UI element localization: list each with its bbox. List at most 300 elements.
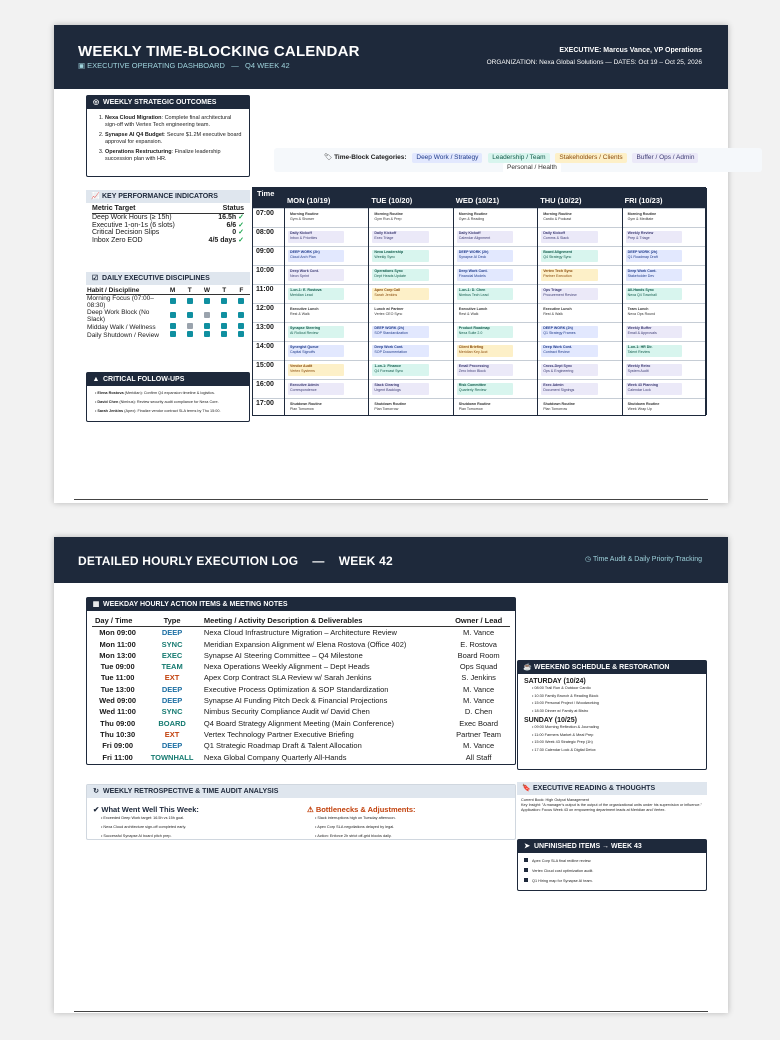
followup-item (95, 389, 249, 398)
event-title: DEEP WORK (2h) (543, 326, 573, 330)
kpi-metric: Critical Decision Slips (92, 229, 160, 237)
unfinished-list (518, 853, 706, 889)
log-desc: Synapse AI Steering Committee – Q4 Milestone (203, 650, 363, 660)
discipline-cell (216, 295, 233, 310)
discipline-row (86, 323, 250, 331)
kpi-value: 6/6 (226, 221, 237, 229)
log-row (92, 695, 510, 706)
event-detail: Correspondence (290, 388, 317, 392)
event-title: Lunch w/ Partner (374, 307, 404, 311)
event-block (288, 383, 344, 395)
log-row (92, 718, 510, 729)
log-type: EXEC (161, 650, 183, 660)
discipline-cell (164, 309, 181, 323)
event-detail: Q4 Strategy Sync (543, 255, 572, 259)
event-title: Shutdown Routine (374, 402, 407, 406)
event-detail: Prep & Triage (627, 236, 650, 240)
event-block (626, 364, 682, 376)
retro-item: • Apex Corp SLA negotiations delayed by legal. (315, 823, 507, 832)
log-page-title: DETAILED HOURLY EXECUTION LOG (78, 554, 299, 568)
footer-rule (74, 499, 708, 500)
weekend-item: • 15:00 Personal Project / Woodworking (532, 700, 700, 708)
log-row (92, 650, 510, 661)
event-title: Deep Work Cont. (374, 345, 404, 349)
square-icon (524, 858, 528, 862)
executive-line: EXECUTIVE: Marcus Vance, VP Operations (559, 47, 702, 54)
discipline-cell (216, 323, 233, 331)
event-detail: Cloud Arch Plan (290, 255, 316, 259)
log-time: Thu 09:00 (100, 718, 136, 728)
event-block (457, 402, 513, 414)
outcomes-header (87, 96, 249, 109)
log-time: Tue 13:00 (100, 684, 135, 694)
unfinished-text: Apex Corp SLA final redline review. (532, 859, 592, 863)
event-detail: Exec Triage (374, 236, 394, 240)
check-icon (204, 331, 210, 337)
reading-header (517, 782, 707, 795)
weekend-item: • 10:30 Family Brunch & Reading Block (532, 693, 700, 701)
followup-text: (Nimbus): Review security audit compliance for Nexa Core. (118, 400, 219, 404)
log-desc: Q4 Board Strategy Alignment Meeting (Main Conference) (203, 718, 395, 728)
retro-well-heading (93, 805, 293, 814)
event-block (626, 212, 682, 224)
unfinished-item (524, 866, 700, 876)
event-block (626, 345, 682, 357)
log-time: Tue 11:00 (100, 673, 135, 683)
unfinished-header (518, 840, 706, 853)
discipline-cell (233, 309, 250, 323)
event-detail: Urgent Backlogs (374, 388, 401, 392)
log-owner: M. Vance (463, 628, 495, 638)
hour-label: 12:00 (256, 305, 274, 312)
disciplines-title: DAILY EXECUTIVE DISCIPLINES (102, 275, 210, 282)
log-desc: Vertex Technology Partner Executive Briefing (203, 729, 354, 739)
page-2-title (78, 554, 393, 568)
outcome-item (105, 149, 243, 163)
log-owner: E. Rostova (460, 639, 497, 649)
check-circle-icon: ✔ (93, 805, 102, 814)
event-title: 1-on-1: E. Rostova (290, 288, 322, 292)
weekend-item: • 18:30 Dinner w/ Family at Bistro (532, 708, 700, 716)
event-title: Executive Lunch (543, 307, 572, 311)
reading-panel (517, 782, 707, 829)
event-block (457, 326, 513, 338)
page-2-right (585, 555, 702, 563)
check-icon (170, 298, 176, 304)
column-line (706, 188, 707, 415)
event-title: Morning Routine (374, 212, 403, 216)
discipline-name: Morning Focus (07:00–08:30) (87, 295, 154, 309)
legend-personal: Personal / Health (503, 163, 561, 173)
column-line (622, 188, 623, 415)
followup-item (95, 398, 249, 407)
check-icon (170, 331, 176, 337)
clock-icon: ◷ (585, 556, 593, 563)
event-block (541, 364, 597, 376)
log-owner: All Staff (465, 752, 492, 762)
event-title: Synapse Steering (290, 326, 321, 330)
event-block (457, 288, 513, 300)
discipline-cell (181, 323, 198, 331)
check-icon: ✓ (236, 229, 244, 237)
event-detail: Weekly Sync (374, 255, 396, 259)
event-detail: Meridian Lead (290, 293, 313, 297)
legend-deep: Deep Work / Strategy (412, 153, 482, 163)
column-line (368, 188, 369, 415)
log-row (92, 729, 510, 740)
log-type: TOWNHALL (150, 752, 194, 762)
chart-icon: 📈 (91, 193, 100, 200)
event-title: Morning Routine (458, 212, 488, 216)
check-icon (170, 312, 176, 318)
event-detail: Quarterly Review (458, 388, 487, 392)
kpi-value-wrap (232, 229, 244, 237)
event-block (541, 307, 597, 319)
event-block (372, 364, 428, 376)
log-time: Wed 11:00 (99, 707, 136, 717)
retro-panel (86, 784, 516, 840)
weekend-item: • 09:00 Morning Reflection & Journaling (532, 724, 700, 732)
kpi-value-wrap (226, 222, 244, 230)
column-line (537, 188, 538, 415)
log-header (87, 598, 515, 611)
log-type: EXT (164, 729, 180, 739)
event-title: Slack Clearing (374, 383, 400, 387)
event-block (372, 231, 428, 243)
log-head: Meeting / Activity Description & Deliverables (203, 616, 363, 625)
discipline-cell (164, 323, 181, 331)
event-detail: SOP Documentation (374, 350, 408, 354)
event-title: Daily Kickoff (374, 231, 397, 235)
discipline-cell (233, 295, 250, 310)
event-detail: Nexa Ops Round (627, 312, 656, 316)
outcome-bold: Operations Restructuring (105, 149, 172, 155)
followups-list (87, 386, 249, 416)
unfinished-text: Vertex Cloud cost optimization audit. (532, 869, 594, 873)
subtitle-a: EXECUTIVE OPERATING DASHBOARD (87, 61, 225, 70)
event-block (541, 402, 597, 414)
event-title: Operations Sync (374, 269, 403, 273)
legend-label: Time-Block Categories: (334, 154, 407, 161)
followup-text: (Meridian): Confirm Q4 expansion timeline & logistics. (123, 391, 215, 395)
event-title: Exec Admin (543, 383, 564, 387)
discipline-name: Midday Walk / Wellness (87, 323, 156, 331)
log-owner: Board Room (457, 650, 500, 660)
event-detail: Rest & Walk (290, 312, 310, 316)
coffee-icon: ☕ (523, 664, 532, 671)
event-block (626, 250, 682, 262)
calendar-time-label: Time (257, 189, 275, 198)
subtitle-b: Q4 WEEK 42 (245, 61, 290, 70)
check-icon (238, 323, 244, 329)
log-time: Mon 11:00 (99, 639, 136, 649)
log-head-row (92, 615, 510, 627)
event-detail: Partner Execution (543, 274, 572, 278)
event-detail: Calendar Alignment (458, 236, 491, 240)
hour-label: 13:00 (256, 324, 274, 331)
event-title: Weekly Retro (627, 364, 651, 368)
event-detail: Ops & Engineering (543, 369, 574, 373)
disciplines-table (86, 287, 250, 339)
day-head: T (222, 287, 227, 294)
retro-bott-list (307, 814, 507, 841)
kpi-rows (92, 214, 244, 245)
day-header: MON (10/19) (287, 196, 331, 205)
column-line (284, 188, 285, 415)
event-detail: Synapse AI Deck (458, 255, 487, 259)
event-title: Daily Kickoff (458, 231, 481, 235)
event-block (372, 402, 428, 414)
check-icon (187, 312, 193, 318)
event-detail: Q1 Roadmap Draft (627, 255, 658, 259)
kpi-metric: Executive 1-on-1s (6 slots) (92, 221, 175, 229)
kpi-row (92, 214, 244, 222)
hour-label: 15:00 (256, 362, 274, 369)
hour-label: 07:00 (256, 210, 274, 217)
kpi-panel (86, 190, 250, 257)
log-row (92, 627, 510, 639)
weekend-body (518, 674, 706, 758)
check-icon: ✓ (236, 237, 244, 245)
outcome-bold: Synapse AI Q4 Budget (105, 132, 164, 138)
log-owner: D. Chen (464, 707, 493, 717)
weekend-item: • 17:30 Calendar Lock & Digital Detox (532, 747, 700, 755)
event-block (372, 345, 428, 357)
log-owner: Exec Board (459, 718, 498, 728)
event-detail: Neon Sprint (290, 274, 309, 278)
event-title: Email Processing (458, 364, 489, 368)
disciplines-panel (86, 272, 250, 357)
event-detail: Plan Tomorrow (543, 407, 568, 411)
event-block (288, 250, 344, 262)
event-title: Executive Lunch (290, 307, 319, 311)
event-block (541, 345, 597, 357)
retro-well (93, 805, 293, 841)
event-detail: Procurement Review (543, 293, 577, 297)
hour-label: 09:00 (256, 248, 274, 255)
log-time: Mon 13:00 (99, 650, 136, 660)
day-head: W (203, 287, 211, 294)
event-block (288, 364, 344, 376)
check-icon (238, 331, 244, 337)
retro-well-list (93, 814, 293, 841)
event-title: Risk Committee (458, 383, 486, 387)
event-detail: AI Rollout Review (290, 331, 319, 335)
event-title: Weekly Buffer (627, 326, 652, 330)
disciplines-head-row (86, 287, 250, 295)
event-block (626, 269, 682, 281)
log-owner: M. Vance (463, 741, 495, 751)
event-detail: Plan Tomorrow (290, 407, 314, 411)
event-detail: System Audit (627, 369, 649, 373)
discipline-cell (198, 323, 215, 331)
check-icon (221, 323, 227, 329)
event-title: Executive Admin (290, 383, 319, 387)
event-title: Deep Work Cont. (627, 269, 657, 273)
log-row (92, 752, 510, 763)
event-title: Daily Kickoff (290, 231, 312, 235)
log-time: Thu 10:30 (100, 729, 136, 739)
event-block (626, 231, 682, 243)
weekend-item: • 15:00 Week 43 Strategic Prep (1h) (532, 739, 700, 747)
refresh-icon: ↻ (93, 788, 99, 795)
retro-bottlenecks (307, 805, 507, 841)
followup-item (95, 407, 249, 416)
event-block (288, 307, 344, 319)
event-title: Shutdown Routine (290, 402, 322, 406)
event-detail: Stakeholder Dev (627, 274, 655, 278)
kpi-metric: Deep Work Hours (≥ 15h) (92, 213, 172, 221)
event-title: All-Hands Sync (627, 288, 654, 292)
retro-item: • Exceeded Deep Work target: 16.5h vs 15h goal. (101, 814, 293, 823)
discipline-cell (216, 309, 233, 323)
event-detail: Q4 Forecast Sync (374, 369, 404, 373)
log-row (92, 639, 510, 650)
discipline-cell (233, 331, 250, 339)
event-title: DEEP WORK (2h) (290, 250, 320, 254)
log-desc: Nexa Global Company Quarterly All-Hands (203, 752, 347, 762)
weekend-panel (517, 660, 707, 770)
log-desc: Q1 Strategic Roadmap Draft & Talent Allocation (203, 741, 362, 751)
unfinished-item (524, 856, 700, 866)
log-type: SYNC (161, 707, 183, 717)
event-title: DEEP WORK (2h) (627, 250, 658, 254)
hour-label: 14:00 (256, 343, 274, 350)
check-icon (187, 298, 193, 304)
page-1-header (54, 25, 728, 89)
event-detail: Nexa Suite 2.0 (458, 331, 483, 335)
event-title: 1-on-1: D. Chen (458, 288, 486, 292)
log-desc: Synapse AI Funding Pitch Deck & Financial Projections (203, 696, 388, 706)
log-time: Wed 09:00 (99, 696, 137, 706)
kpi-head (92, 205, 244, 214)
reading-body (517, 795, 707, 816)
log-head: Owner / Lead (455, 616, 503, 625)
day-header: FRI (10/23) (624, 196, 663, 205)
outcome-text: : Secure $1.2M executive board approval for expansion. (105, 132, 242, 145)
hour-label: 10:00 (256, 267, 274, 274)
log-table (92, 615, 510, 763)
event-title: Executive Lunch (458, 307, 488, 311)
discipline-name: Deep Work Block (No Slack) (87, 309, 150, 323)
check-icon (187, 331, 193, 337)
discipline-cell (198, 295, 215, 310)
log-type: DEEP (161, 741, 183, 751)
log-desc: Nimbus Security Compliance Audit w/ David Chen (203, 707, 370, 717)
bookmark-icon: 🔖 (522, 785, 531, 792)
kpi-row (92, 237, 244, 245)
event-block (457, 212, 513, 224)
event-block (541, 326, 597, 338)
log-time: Fri 09:00 (102, 741, 134, 751)
square-icon (524, 868, 528, 872)
page-1 (54, 25, 728, 503)
event-block (541, 383, 597, 395)
event-title: Board Alignment (543, 250, 573, 254)
outcome-text: : Finalize leadership succession plan with HR. (105, 149, 221, 162)
event-detail: Vertex CEO Sync (374, 312, 403, 316)
kpi-value: 16.5h (218, 213, 237, 221)
disciplines-header (86, 272, 250, 285)
event-title: Apex Corp Call (374, 288, 401, 292)
unfinished-item (524, 876, 700, 886)
weekend-sat-list (524, 685, 700, 715)
event-block (457, 345, 513, 357)
event-detail: Meridian Key Acct (458, 350, 488, 354)
outcome-item (105, 115, 243, 129)
calendar-header (253, 188, 705, 208)
event-title: Morning Routine (543, 212, 572, 216)
event-detail: Inbox & Priorities (290, 236, 318, 240)
category-legend (274, 148, 762, 172)
skip-icon (204, 312, 210, 318)
event-detail: Email & Approvals (627, 331, 657, 335)
legend-buf: Buffer / Ops / Admin (632, 153, 698, 163)
event-detail: Comms & Slack (543, 236, 569, 240)
event-title: Client Briefing (458, 345, 484, 349)
event-block (457, 364, 513, 376)
kpi-value-wrap (218, 214, 244, 222)
weekend-sun-list (524, 724, 700, 754)
event-block (288, 269, 344, 281)
event-block (372, 269, 428, 281)
log-type: SYNC (161, 639, 183, 649)
checkbox-icon: ☑ (91, 275, 99, 282)
column-line (453, 188, 454, 415)
event-title: Shutdown Routine (627, 402, 660, 406)
weekend-header (518, 661, 706, 674)
log-owner: Ops Squad (459, 662, 498, 672)
event-block (372, 250, 428, 262)
event-title: Cross-Dept Sync (543, 364, 573, 368)
event-detail: Vertex Systems (290, 369, 315, 373)
discipline-cell (198, 331, 215, 339)
discipline-cell (198, 309, 215, 323)
event-title: Deep Work Cont. (543, 345, 573, 349)
alert-circle-icon: ⚠ (307, 805, 316, 814)
unfinished-text: Q1 Hiring map for Synapse AI team. (532, 879, 593, 883)
event-detail: Talent Review (627, 350, 650, 354)
followup-text: (Apex): Finalize vendor contract SLA terms by Thu 15:00. (123, 409, 221, 413)
event-block (626, 307, 682, 319)
reading-line-2: Key Insight: "A manager's output is the output of the organizational units under his supervision or influence." (521, 803, 702, 807)
send-icon: ➤ (524, 843, 530, 850)
log-desc: Meridian Expansion Alignment w/ Elena Rostova (Office 402) (203, 639, 407, 649)
weekend-item: • 11:00 Farmers Market & Meal Prep (532, 732, 700, 740)
log-owner: S. Jenkins (461, 673, 496, 683)
event-title: Morning Routine (290, 212, 319, 216)
legend-ext: Stakeholders / Clients (555, 153, 626, 163)
log-row (92, 672, 510, 683)
discipline-cell (164, 295, 181, 310)
retro-well-text: What Went Well This Week: (101, 805, 199, 814)
retro-title: WEEKLY RETROSPECTIVE & TIME AUDIT ANALYSIS (103, 788, 279, 795)
day-head: T (187, 287, 192, 294)
target-icon: ◎ (92, 99, 100, 106)
event-title: 1-on-1: Finance (374, 364, 401, 368)
log-panel (86, 597, 516, 765)
skip-icon (187, 323, 193, 329)
event-block (541, 231, 597, 243)
day-head: M (169, 287, 176, 294)
day-head: F (239, 287, 244, 294)
kpi-row (92, 229, 244, 237)
log-head: Type (163, 616, 181, 625)
retro-bott-heading (307, 805, 507, 814)
check-icon (221, 331, 227, 337)
event-title: Synergist Queue (290, 345, 319, 349)
log-type: BOARD (158, 718, 186, 728)
